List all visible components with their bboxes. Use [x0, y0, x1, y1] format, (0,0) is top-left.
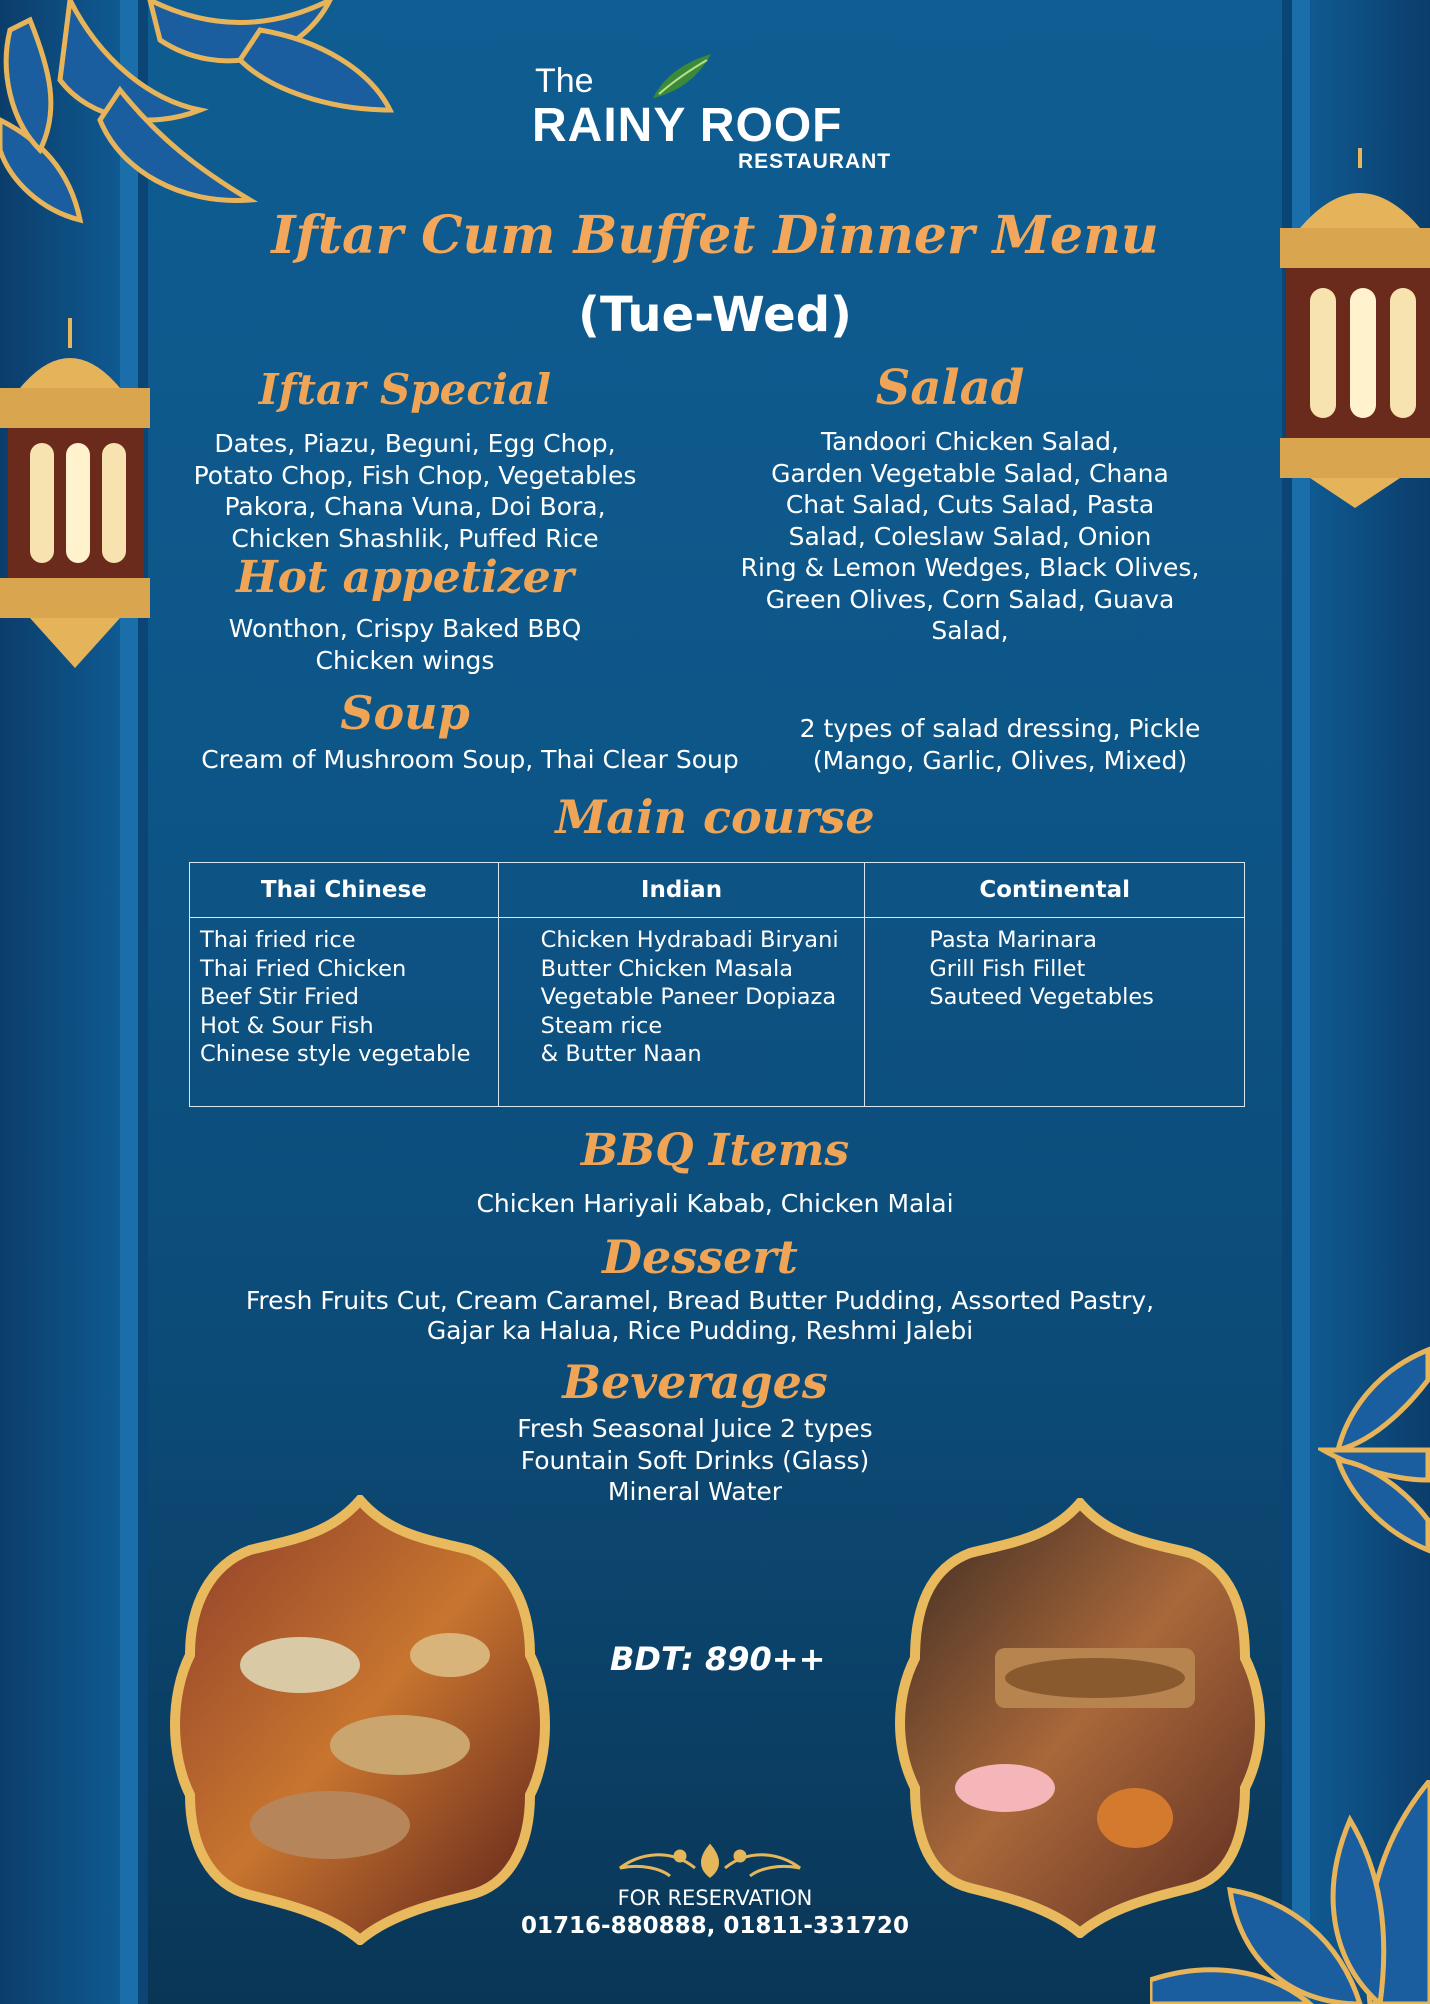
- reservation-label: FOR RESERVATION: [617, 1886, 813, 1910]
- list-item: Chicken Hariyali Kabab, Chicken Malai: [476, 1189, 954, 1218]
- list-item: Mineral Water: [607, 1477, 783, 1506]
- logo-restaurant-name: RAINY ROOF: [532, 99, 843, 152]
- reservation-phone-numbers: 01716-880888, 01811-331720: [521, 1913, 909, 1939]
- list-item: Hot & Sour Fish: [200, 1012, 374, 1039]
- list-item: Thai Fried Chicken: [200, 955, 407, 982]
- list-item: Fresh Seasonal Juice 2 types: [517, 1414, 873, 1443]
- list-item: Potato Chop, Fish Chop, Vegetables: [193, 460, 637, 490]
- left-lantern-icon: [0, 318, 160, 678]
- list-item: Chat Salad, Cuts Salad, Pasta: [785, 490, 1155, 519]
- list-item: Sauteed Vegetables: [929, 984, 1154, 1010]
- iftar-special-heading: Iftar Special: [258, 365, 552, 414]
- list-item: Beef Stir Fried: [200, 984, 359, 1010]
- logo-the: The: [535, 62, 594, 100]
- bbq-heading: BBQ Items: [580, 1125, 850, 1176]
- logo-restaurant-label: RESTAURANT: [738, 150, 892, 173]
- leaf-logo-icon: [645, 50, 715, 102]
- menu-days: (Tue-Wed): [578, 287, 852, 343]
- list-item: Steam rice: [540, 1012, 663, 1039]
- list-item: Ring & Lemon Wedges, Black Olives,: [740, 553, 1200, 582]
- list-item: 2 types of salad dressing, Pickle: [799, 714, 1201, 743]
- list-item: Thai fried rice: [200, 927, 356, 953]
- soup-heading: Soup: [340, 686, 470, 740]
- list-item: & Butter Naan: [540, 1041, 702, 1067]
- salad-heading: Salad: [875, 360, 1025, 416]
- dessert-heading: Dessert: [602, 1230, 798, 1284]
- list-item: Wonthon, Crispy Baked BBQ: [228, 614, 582, 643]
- list-item: Fountain Soft Drinks (Glass): [520, 1445, 870, 1475]
- price-label: BDT: 890++: [610, 1640, 826, 1678]
- salad-dressing: [760, 713, 1240, 776]
- hot-appetizer-heading: Hot appetizer: [236, 552, 574, 603]
- dessert-items: [0, 1286, 1400, 1346]
- iftar-special-items: [155, 428, 675, 554]
- list-item: Vegetable Paneer Dopiaza: [540, 984, 837, 1010]
- list-item: Chicken Shashlik, Puffed Rice: [231, 523, 599, 553]
- list-item: Cream of Mushroom Soup, Thai Clear Soup: [201, 745, 739, 774]
- main-course-table: [189, 862, 1245, 1107]
- list-item: Dates, Piazu, Beguni, Egg Chop,: [214, 429, 616, 458]
- hot-appetizer-items: [155, 613, 655, 676]
- column-header-thai-chinese: Thai Chinese: [190, 863, 499, 918]
- list-item: Chicken Hydrabadi Biryani: [540, 927, 839, 953]
- beverages-items: [0, 1413, 1390, 1508]
- soup-items: [170, 744, 770, 776]
- list-item: Salad,: [931, 616, 1009, 645]
- list-item: Pakora, Chana Vuna, Doi Bora,: [224, 492, 606, 521]
- column-header-continental: Continental: [865, 863, 1245, 918]
- top-left-flower-ornament: [0, 0, 400, 230]
- list-item: Garden Vegetable Salad, Chana: [771, 458, 1169, 488]
- menu-title: Iftar Cum Buffet Dinner Menu: [271, 205, 1159, 266]
- list-item: Green Olives, Corn Salad, Guava: [765, 584, 1175, 614]
- list-item: Grill Fish Fillet: [929, 955, 1086, 982]
- buffet-food-photo-right: [895, 1498, 1265, 1938]
- list-item: (Mango, Garlic, Olives, Mixed): [812, 745, 1188, 775]
- list-item: Chicken wings: [315, 645, 495, 675]
- list-item: Butter Chicken Masala: [540, 955, 794, 982]
- buffet-food-photo-left: [170, 1495, 550, 1945]
- main-course-heading: Main course: [555, 790, 875, 844]
- gold-divider-ornament: [610, 1838, 810, 1882]
- column-header-indian: Indian: [498, 863, 865, 918]
- list-item: Salad, Coleslaw Salad, Onion: [788, 521, 1152, 551]
- list-item: Chinese style vegetable: [200, 1041, 471, 1067]
- list-item: Fresh Fruits Cut, Cream Caramel, Bread Butter Pudding, Assorted Pastry,: [245, 1286, 1155, 1315]
- continental-cell: [865, 918, 1245, 1107]
- list-item: Pasta Marinara: [929, 927, 1097, 953]
- indian-cell: [498, 918, 865, 1107]
- thai-chinese-cell: [190, 918, 499, 1107]
- list-item: Gajar ka Halua, Rice Pudding, Reshmi Jalebi: [426, 1316, 974, 1345]
- bbq-items: [0, 1188, 1430, 1220]
- list-item: Tandoori Chicken Salad,: [821, 427, 1119, 456]
- salad-items: [700, 426, 1240, 647]
- beverages-heading: Beverages: [562, 1355, 828, 1409]
